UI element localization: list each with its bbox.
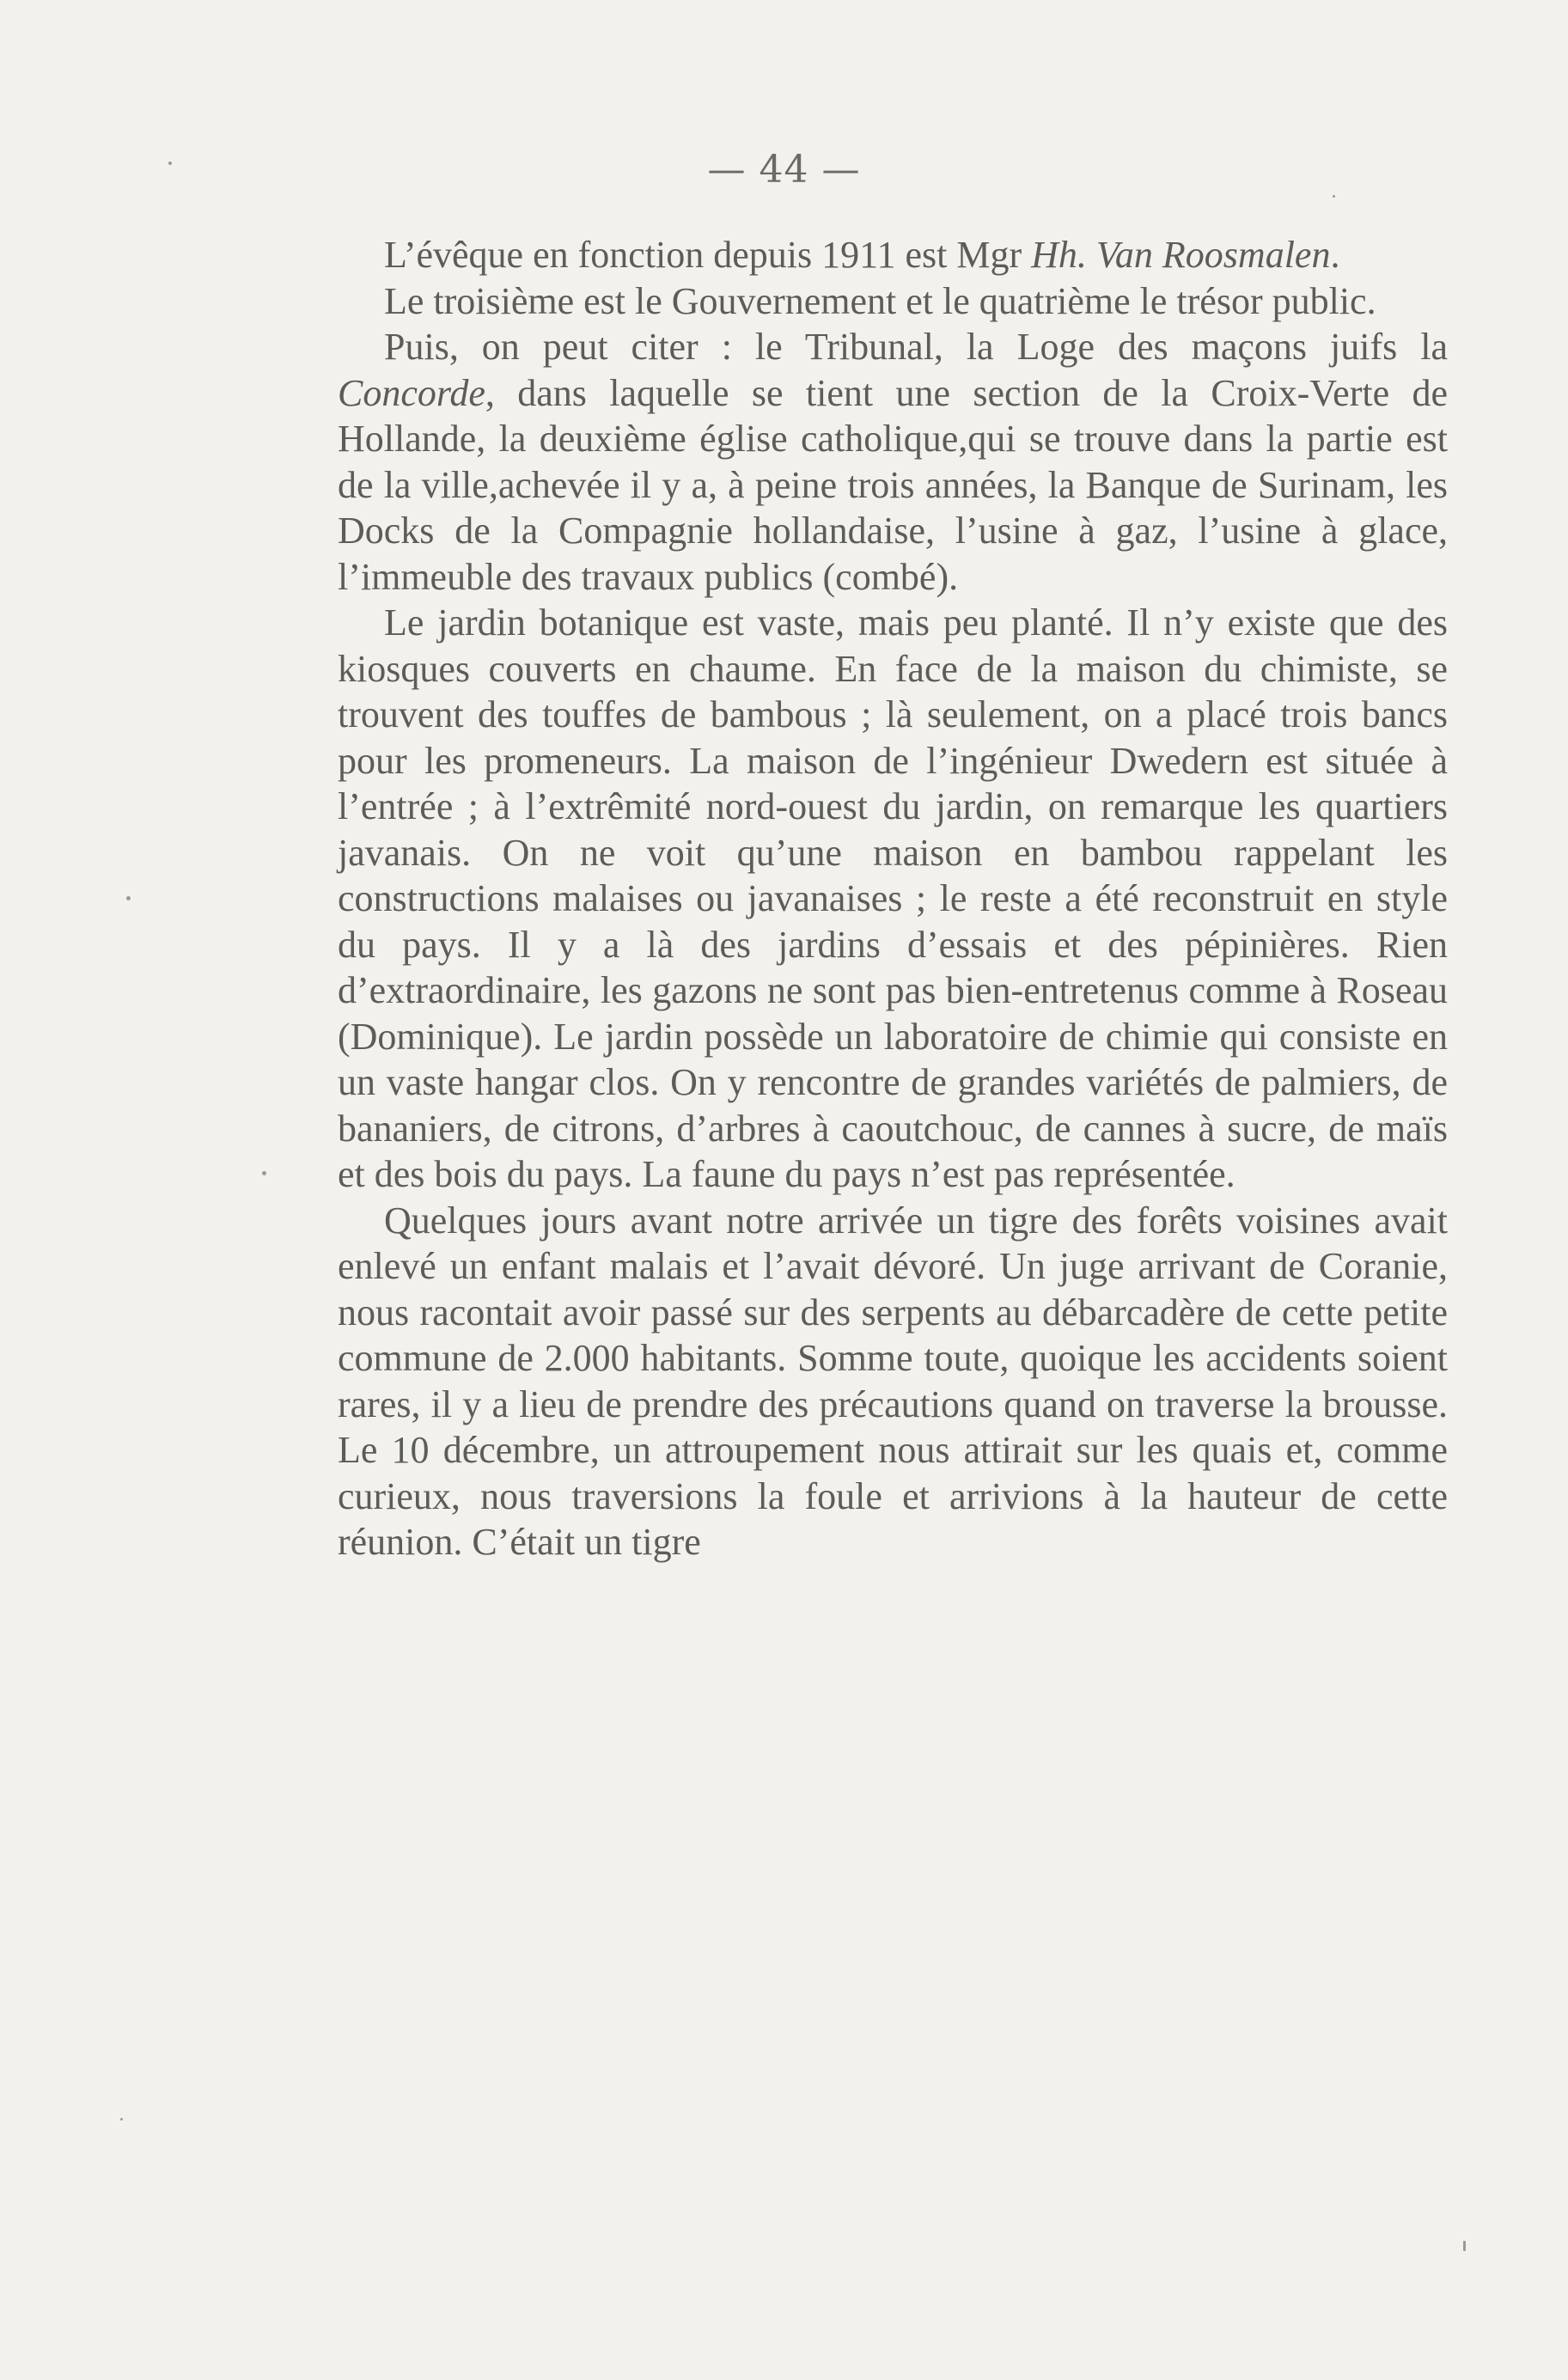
paragraph-text-end: , dans laquelle se tient une section de la Croix-Verte de Hollande, la deuxième église catholique,qui se trouve dans la partie est de la ville,achevée il y a, à peine trois années, la Banque de Surinam, les Docks de la Compagnie hollandaise, l’usine à gaz, l’usine à glace, l’immeuble des travaux publics (combé). [338, 371, 1448, 598]
paragraph-text-end: . [1330, 234, 1340, 276]
paragraph-text: Le jardin botanique est vaste, mais peu planté. Il n’y existe que des kiosques couverts en chaume. En face de la maison du chimiste, se trouvent des touffes de bambous ; là seulement, on a placé trois bancs pour les promeneurs. La maison de l’ingénieur Dwedern est située à l’entrée ; à l’extrêmité nord-ouest du jardin, on remarque les quartiers javanais. On ne voit qu’une maison en bambou rappelant les constructions malaises ou javanaises ; le reste a été reconstruit en style du pays. Il y a là des jardins d’essais et des pépinières. Rien d’extraordinaire, les gazons ne sont pas bien-entretenus comme à Roseau (Dominique). Le jardin possède un laboratoire de chimie qui consiste en un vaste hangar clos. On y rencontre de grandes variétés de palmiers, de bananiers, de citrons, d’arbres à caoutchouc, de cannes à sucre, de maïs et des bois du pays. La faune du pays n’est pas représentée. [338, 601, 1448, 1195]
paragraph-1 [338, 232, 1448, 278]
paragraph-italic: Hh. Van Roosmalen [1031, 234, 1331, 276]
paragraph-text: Quelques jours avant notre arrivée un tigre des forêts voisines avait enlevé un enfant malais et l’avait dévoré. Un juge arrivant de Coranie, nous racontait avoir passé sur des serpents au débarcadère de cette petite commune de 2.000 habitants. Somme toute, quoique les accidents soient rares, il y a lieu de prendre des précautions quand on traverse la brousse. Le 10 décembre, un attroupement nous attirait sur les quais et, comme curieux, nous traversions la foule et arrivions à la hauteur de cette réunion. C’était un tigre [338, 1199, 1448, 1563]
paragraph-3 [338, 324, 1448, 600]
paper-speck [262, 1171, 266, 1175]
paper-speck [168, 162, 172, 165]
body-text [338, 232, 1448, 1565]
paragraph-4 [338, 600, 1448, 1198]
page-number: — 44 — [707, 148, 861, 192]
paragraph-text: Le troisième est le Gouvernement et le quatrième le trésor public. [384, 279, 1376, 322]
paragraph-5 [338, 1198, 1448, 1565]
paper-speck [1333, 195, 1335, 198]
paragraph-italic: Concorde [338, 371, 485, 414]
paper-speck [120, 2118, 123, 2121]
paragraph-2 [338, 278, 1448, 325]
paragraph-text: Puis, on peut citer : le Tribunal, la Loge des maçons juifs la [384, 326, 1448, 368]
paper-speck [126, 896, 131, 900]
paragraph-text: L’évêque en fonction depuis 1911 est Mgr [384, 234, 1032, 276]
paper-speck [1463, 2241, 1466, 2251]
